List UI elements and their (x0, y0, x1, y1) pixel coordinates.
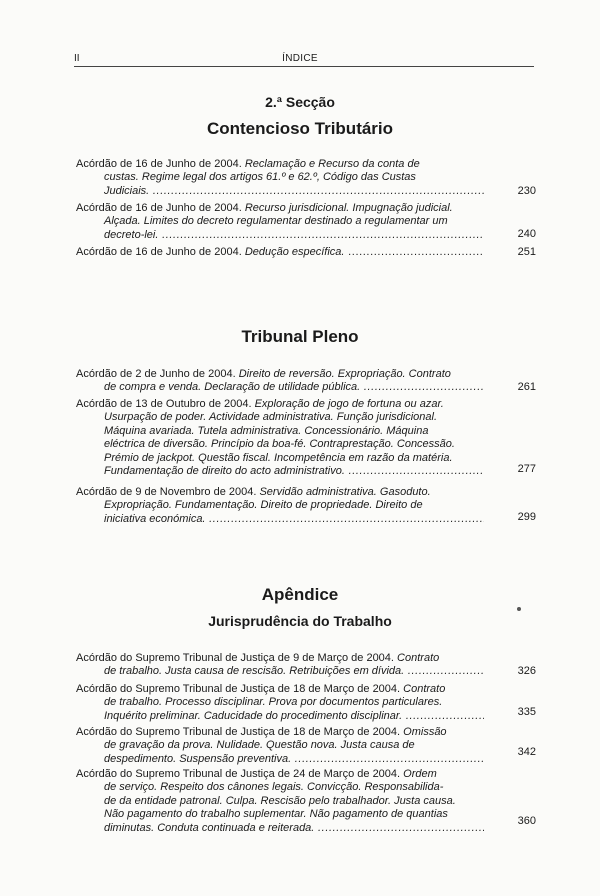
entry-subject: Direito de reversão. Expropriação. Contrato (238, 368, 451, 380)
entry-subject: Contrato (403, 683, 446, 695)
entry-lead: Acórdão do Supremo Tribunal de Justiça de 18 de Março de 2004. (76, 683, 401, 695)
section-title: Apêndice (261, 585, 339, 604)
entry-subject: Inquérito preliminar. Caducidade do procedimento disciplinar. (104, 709, 403, 722)
index-entry (76, 486, 484, 526)
section-label: 2.ª Secção (265, 94, 335, 110)
entry-subject: Omissão (403, 726, 447, 738)
index-entry (76, 683, 484, 723)
entry-page: 230 (517, 185, 536, 197)
entry-lead: Acórdão de 9 de Novembro de 2004. (76, 486, 257, 498)
entry-lead: Acórdão do Supremo Tribunal de Justiça de 24 de Março de 2004. (76, 768, 401, 780)
index-entry (76, 768, 484, 835)
print-speck (517, 607, 521, 611)
entry-page: 326 (517, 665, 536, 677)
entry-subject: de trabalho. Processo disciplinar. Prova por documentos particulares. (104, 696, 443, 709)
entry-subject: Prémio de jackpot. Questão fiscal. Incompetência em razão da matéria. (104, 451, 453, 464)
entry-subject: Ordem (403, 768, 437, 780)
entry-subject: custas. Regime legal dos artigos 61.º e 62.º, Código das Custas (104, 171, 416, 184)
entry-subject: Contrato (397, 652, 440, 664)
entry-page: 277 (517, 463, 536, 475)
entry-subject: Usurpação de poder. Actividade administrativa. Função jurisdicional. (104, 411, 438, 424)
running-header: ÍNDICE (282, 53, 318, 64)
entry-subject: Dedução específica. (244, 246, 345, 258)
entry-lead: Acórdão de 13 de Outubro de 2004. (76, 398, 252, 410)
section-subtitle: Jurisprudência do Trabalho (208, 613, 392, 629)
entry-subject: de serviço. Respeito dos cânones legais. Convicção. Responsabilida- (104, 781, 444, 794)
entry-page: 251 (517, 246, 536, 258)
entry-subject: de compra e venda. Declaração de utilidade pública. (104, 381, 361, 394)
entry-lead: Acórdão de 2 de Junho de 2004. (76, 368, 236, 380)
entry-page: 342 (517, 746, 536, 758)
entry-subject: Reclamação e Recurso da conta de (244, 158, 420, 170)
entry-subject: Máquina avariada. Tutela administrativa. Concessionário. Máquina (104, 424, 429, 437)
entry-subject: de da entidade patronal. Culpa. Rescisão pelo trabalhador. Justa causa. (104, 794, 456, 807)
entry-subject: iniciativa económica. (104, 512, 206, 525)
entry-subject: despedimento. Suspensão preventiva. (104, 752, 292, 765)
entry-subject: Judiciais. (104, 184, 150, 197)
entry-lead: Acórdão de 16 de Junho de 2004. (76, 246, 242, 258)
entry-subject: Exploração de jogo de fortuna ou azar. (254, 398, 444, 410)
entry-subject: diminutas. Conduta continuada e reiterada. (104, 821, 315, 834)
header-rule (74, 66, 534, 67)
entry-page: 299 (517, 511, 536, 523)
index-entry (76, 158, 484, 198)
entry-page: 240 (517, 228, 536, 240)
index-entry (76, 246, 484, 259)
index-entry (76, 726, 484, 766)
entry-subject: Fundamentação de direito do acto administrativo. (104, 465, 345, 478)
entry-lead: Acórdão de 16 de Junho de 2004. (76, 202, 242, 214)
entry-subject: de trabalho. Justa causa de rescisão. Retribuições em dívida. (104, 665, 405, 678)
entry-subject: de gravação da prova. Nulidade. Questão nova. Justa causa de (104, 739, 415, 752)
section-title: Contencioso Tributário (206, 119, 394, 138)
entry-page: 360 (517, 815, 536, 827)
page-folio: II (74, 53, 80, 64)
section-title: Tribunal Pleno (241, 327, 359, 346)
entry-subject: Expropriação. Fundamentação. Direito de propriedade. Direito de (104, 499, 423, 512)
index-entry (76, 368, 484, 395)
entry-subject: Recurso jurisdicional. Impugnação judicial. (244, 202, 453, 214)
entry-lead: Acórdão do Supremo Tribunal de Justiça de 9 de Março de 2004. (76, 652, 394, 664)
entry-lead: Acórdão do Supremo Tribunal de Justiça de 18 de Março de 2004. (76, 726, 401, 738)
entry-subject: Não pagamento do trabalho suplementar. Não pagamento de quantias (104, 808, 448, 821)
entry-subject: eléctrica de diversão. Princípio da boa-fé. Contraprestação. Concessão. (104, 438, 455, 451)
entry-subject: Servidão administrativa. Gasoduto. (259, 486, 431, 498)
index-entry (76, 398, 484, 478)
entry-page: 261 (517, 381, 536, 393)
entry-subject: Alçada. Limites do decreto regulamentar destinado a regulamentar um (104, 215, 448, 228)
entry-lead: Acórdão de 16 de Junho de 2004. (76, 158, 242, 170)
index-entry (76, 652, 484, 679)
entry-subject: decreto-lei. (104, 228, 159, 241)
index-entry (76, 202, 484, 242)
entry-page: 335 (517, 706, 536, 718)
